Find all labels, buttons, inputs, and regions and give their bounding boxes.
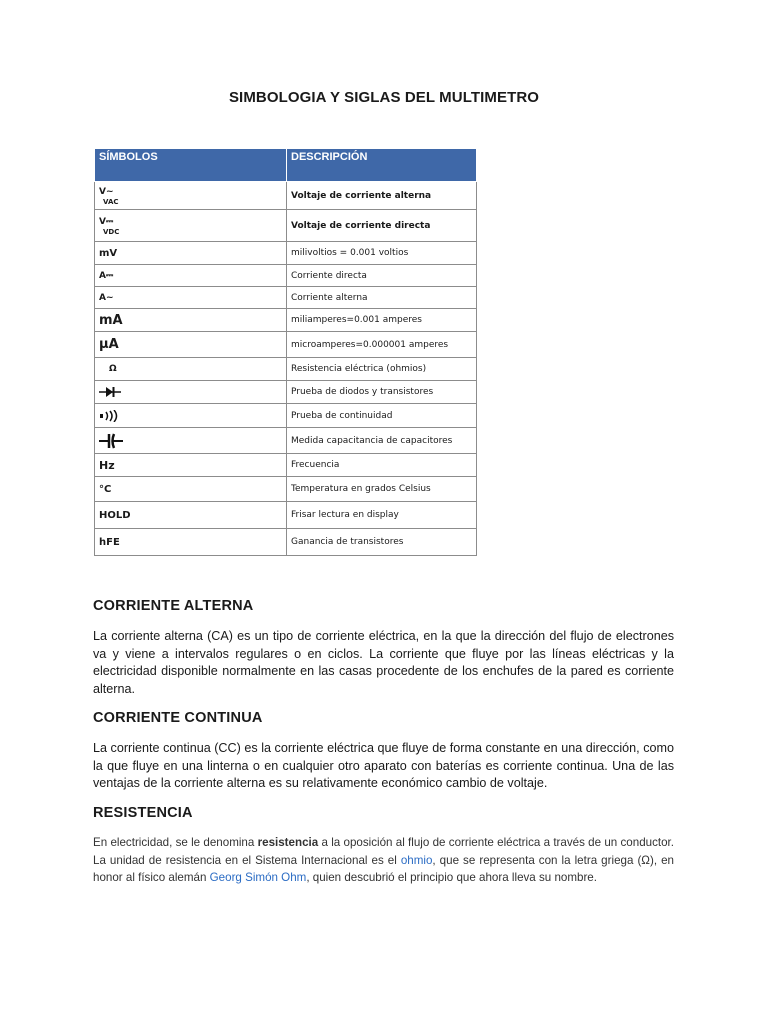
table-row: [95, 210, 477, 242]
symbols-table: [94, 148, 477, 556]
header-symbols: SÍMBOLOS: [95, 149, 287, 182]
symbol-cell: [95, 182, 287, 210]
symbol-cell: HOLD: [95, 502, 287, 529]
ac-current-icon: A~: [95, 287, 287, 309]
symbol-cell: mA: [95, 309, 287, 332]
symbol-cell: hFE: [95, 529, 287, 556]
table-row: [95, 477, 477, 502]
paragraph-corriente-alterna: La corriente alterna (CA) es un tipo de corriente eléctrica, en la que la dirección del flujo de electrones va y viene a intervalos regulares o en ciclos. La corriente que fluye por las líneas eléctricas y la electricidad disponible normalmente en las casas procedente de los enchufes de la pared es corriente alterna.: [93, 629, 674, 696]
description-cell: Voltaje de corriente directa: [287, 210, 477, 242]
symbol-cell: [95, 404, 287, 428]
table-row: [95, 309, 477, 332]
symbol-cell: [95, 428, 287, 454]
header-description: DESCRIPCIÓN: [287, 149, 477, 182]
continuity-sound-icon: [99, 411, 121, 421]
ohmio-link[interactable]: ohmio: [400, 853, 433, 867]
table-row: [95, 265, 477, 287]
bold-term: resistencia: [257, 836, 319, 849]
description-cell: Corriente directa: [287, 265, 477, 287]
paragraph-resistencia: En electricidad, se le denomina resistencia a la oposición al flujo de corriente eléctrica a través de un conductor. La unidad de resistencia en el Sistema Internacional es el ohmio, que se representa con la letra griega (Ω), en honor al físico alemán Georg Simón Ohm, quien descubrió el principio que ahora lleva su nombre.: [93, 836, 674, 885]
symbol-cell: Hz: [95, 454, 287, 477]
diode-icon: [99, 388, 121, 398]
table-header-row: [95, 149, 477, 182]
symbol-cell: mV: [95, 242, 287, 265]
symbol-cell: [95, 210, 287, 242]
table-row: [95, 381, 477, 404]
ohm-icon: Ω: [95, 358, 287, 381]
dc-current-icon: A⎓: [95, 265, 287, 287]
table-row: [95, 287, 477, 309]
table-row: [95, 358, 477, 381]
heading-resistencia: RESISTENCIA: [93, 805, 193, 821]
degree-celsius-icon: °C: [95, 477, 287, 502]
description-cell: Prueba de diodos y transistores: [287, 381, 477, 404]
description-cell: Prueba de continuidad: [287, 404, 477, 428]
ac-voltage-icon: V~: [99, 186, 114, 197]
table-row: [95, 428, 477, 454]
description-cell: Frecuencia: [287, 454, 477, 477]
heading-corriente-continua: CORRIENTE CONTINUA: [93, 710, 263, 726]
description-cell: Medida capacitancia de capacitores: [287, 428, 477, 454]
description-cell: Temperatura en grados Celsius: [287, 477, 477, 502]
description-cell: microamperes=0.000001 amperes: [287, 332, 477, 358]
table-row: [95, 404, 477, 428]
description-cell: Resistencia eléctrica (ohmios): [287, 358, 477, 381]
description-cell: miliamperes=0.001 amperes: [287, 309, 477, 332]
description-cell: milivoltios = 0.001 voltios: [287, 242, 477, 265]
table-row: [95, 182, 477, 210]
description-cell: Ganancia de transistores: [287, 529, 477, 556]
table-row: [95, 502, 477, 529]
symbol-subscript: VDC: [103, 227, 120, 236]
paragraph-corriente-continua: La corriente continua (CC) es la corriente eléctrica que fluye de forma constante en una dirección, como la que fluye en una linterna o en cualquier otro aparato con baterías es corriente continua. Una de las ventajas de la corriente alterna es su relativamente económico cambio de voltaje.: [93, 741, 674, 791]
georg-simon-ohm-link[interactable]: Georg Simón Ohm: [209, 871, 307, 885]
table-row: [95, 332, 477, 358]
dc-voltage-icon: V⎓: [99, 216, 114, 227]
heading-corriente-alterna: CORRIENTE ALTERNA: [93, 598, 254, 614]
symbol-subscript: VAC: [103, 197, 119, 206]
symbol-cell: [95, 381, 287, 404]
description-cell: Corriente alterna: [287, 287, 477, 309]
table-row: [95, 454, 477, 477]
description-cell: Frisar lectura en display: [287, 502, 477, 529]
description-cell: Voltaje de corriente alterna: [287, 182, 477, 210]
symbol-cell: μA: [95, 332, 287, 358]
table-row: [95, 242, 477, 265]
page-title: SIMBOLOGIA Y SIGLAS DEL MULTIMETRO: [228, 89, 540, 106]
capacitor-icon: [99, 436, 123, 446]
table-row: [95, 529, 477, 556]
